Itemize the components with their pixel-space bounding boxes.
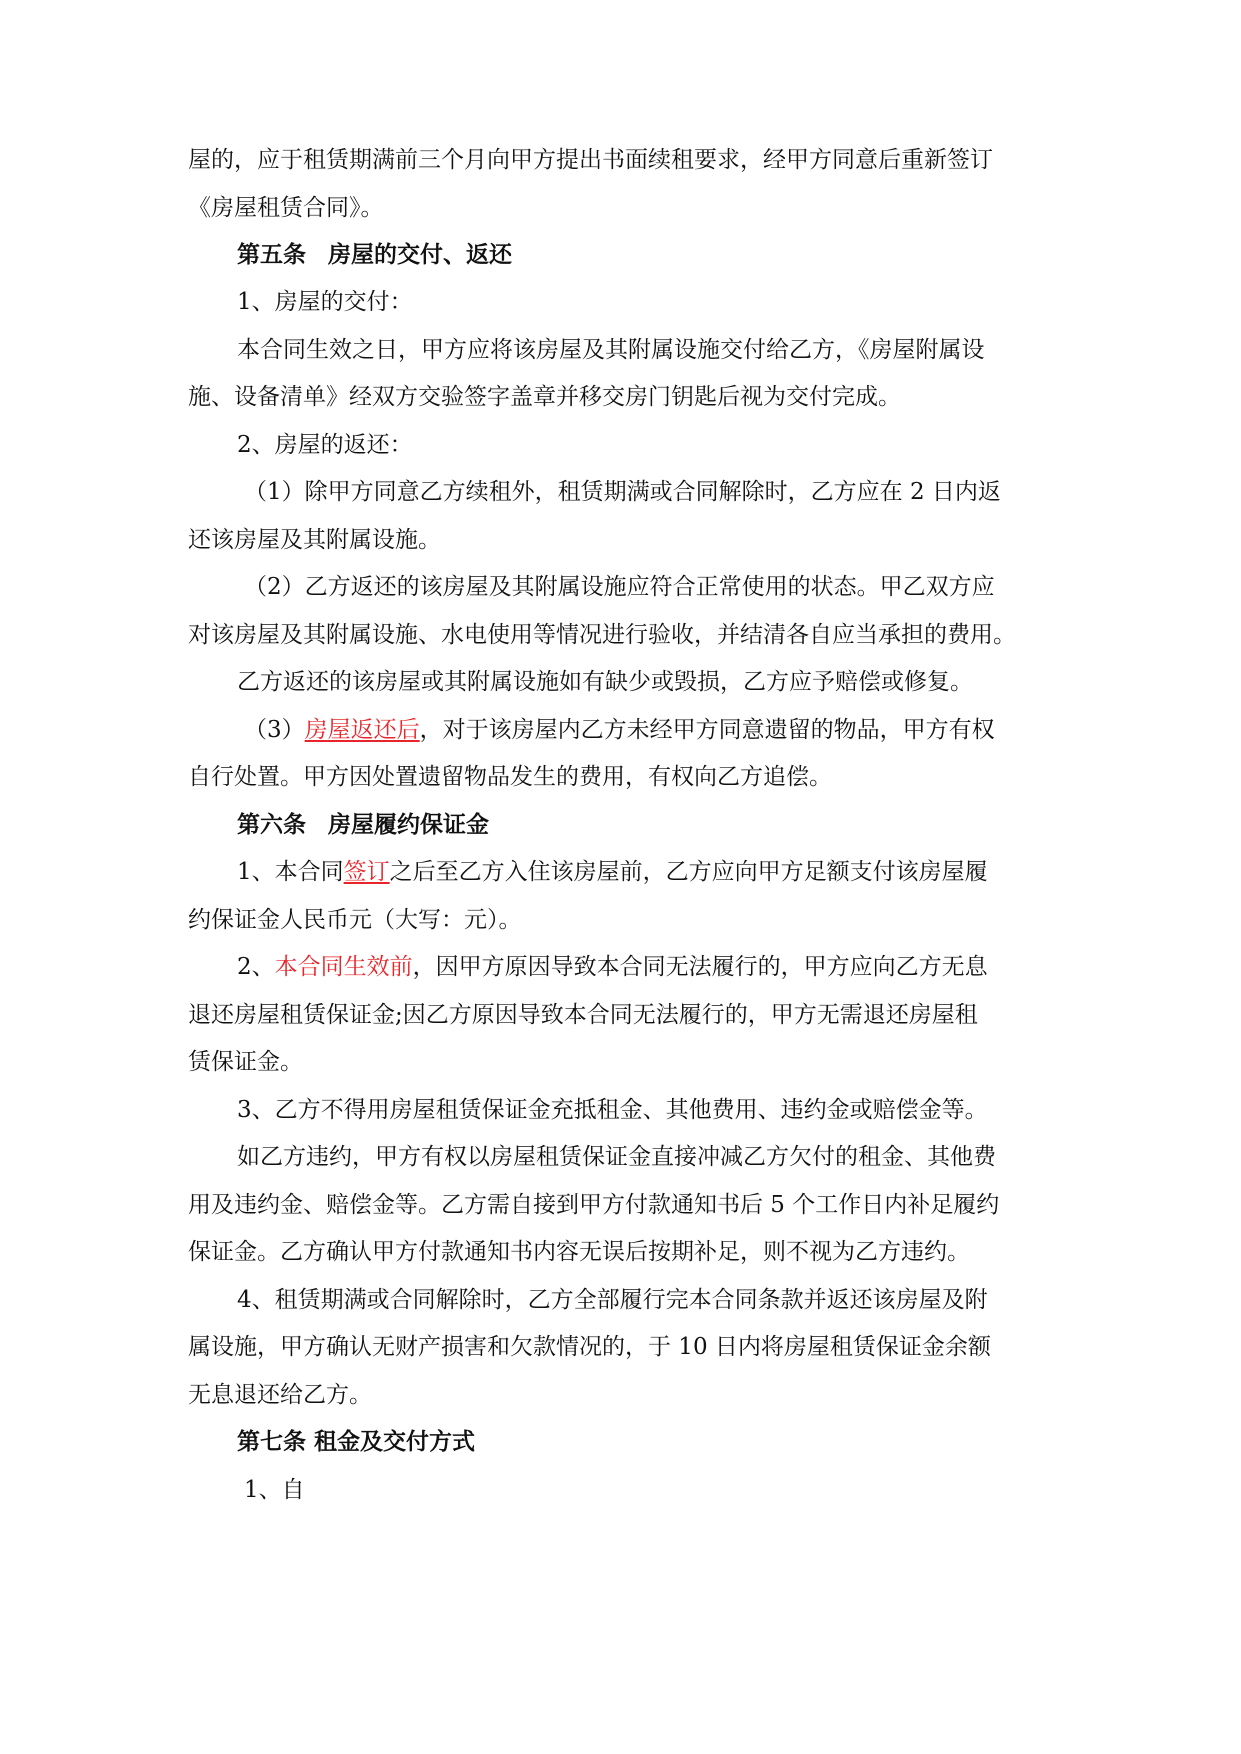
paragraph-line: 乙方返还的该房屋或其附属设施如有缺少或毁损，乙方应予赔偿或修复。 — [237, 669, 973, 695]
paragraph-line: 本合同生效之日，甲方应将该房屋及其附属设施交付给乙方，《房屋附属设 — [237, 337, 985, 363]
paragraph-line — [244, 715, 995, 745]
highlighted-text: 签订 — [343, 859, 390, 885]
article-number: 第五条 — [237, 242, 306, 268]
text-run: ，因甲方原因导致本合同无法履行的，甲方应向乙方无息 — [412, 954, 988, 980]
article-title: 房屋履约保证金 — [328, 812, 489, 838]
article-title: 租金及交付方式 — [314, 1429, 476, 1455]
paragraph-line: 保证金。乙方确认甲方付款通知书内容无误后按期补足，则不视为乙方违约。 — [188, 1239, 970, 1265]
paragraph-line: 屋的，应于租赁期满前三个月向甲方提出书面续租要求，经甲方同意后重新签订 — [188, 147, 993, 173]
article-title: 房屋的交付、返还 — [328, 242, 512, 268]
paragraph-line: 《房屋租赁合同》。 — [188, 195, 384, 221]
article-5-heading — [237, 240, 512, 270]
paragraph-line: （2）乙方返还的该房屋及其附属设施应符合正常使用的状态。甲乙双方应 — [244, 574, 995, 600]
paragraph-line: 对该房屋及其附属设施、水电使用等情况进行验收，并结清各自应当承担的费用。 — [188, 622, 1016, 648]
paragraph-line: 属设施，甲方确认无财产损害和欠款情况的，于 10 日内将房屋租赁保证金余额 — [188, 1334, 991, 1360]
paragraph-line: 自行处置。甲方因处置遗留物品发生的费用，有权向乙方追偿。 — [188, 764, 832, 790]
paragraph-line: 3、乙方不得用房屋租赁保证金充抵租金、其他费用、违约金或赔偿金等。 — [237, 1097, 988, 1123]
text-run: 1、本合同 — [237, 859, 344, 885]
text-run: 之后至乙方入住该房屋前，乙方应向甲方足额支付该房屋履 — [389, 859, 988, 885]
paragraph-line: 无息退还给乙方。 — [188, 1382, 372, 1408]
article-6-heading — [237, 810, 489, 840]
text-run: 2、 — [237, 954, 275, 980]
article-7-heading — [237, 1427, 475, 1457]
article-number: 第七条 — [237, 1429, 306, 1455]
paragraph-line: 1、自 — [244, 1477, 305, 1503]
paragraph-line: 退还房屋租赁保证金;因乙方原因导致本合同无法履行的，甲方无需退还房屋租 — [188, 1002, 978, 1028]
highlighted-text: 房屋返还后 — [304, 717, 420, 743]
paragraph-line: 2、房屋的返还： — [237, 432, 413, 458]
paragraph-line: 4、租赁期满或合同解除时，乙方全部履行完本合同条款并返还该房屋及附 — [237, 1287, 988, 1313]
paragraph-line: 约保证金人民币元（大写：元）。 — [188, 907, 522, 933]
paragraph-line: 如乙方违约，甲方有权以房屋租赁保证金直接冲减乙方欠付的租金、其他费 — [237, 1144, 996, 1170]
paragraph-line: （1）除甲方同意乙方续租外，租赁期满或合同解除时，乙方应在 2 日内返 — [244, 479, 1001, 505]
paragraph-line: 1、房屋的交付： — [237, 289, 413, 315]
paragraph-line: 施、设备清单》经双方交验签字盖章并移交房门钥匙后视为交付完成。 — [188, 384, 901, 410]
highlighted-text: 本合同生效前 — [274, 954, 413, 980]
paragraph-line: 用及违约金、赔偿金等。乙方需自接到甲方付款通知书后 5 个工作日内补足履约 — [188, 1192, 1000, 1218]
paragraph-line — [237, 857, 988, 887]
text-run: （3） — [244, 717, 305, 743]
paragraph-line — [237, 952, 988, 982]
paragraph-line: 还该房屋及其附属设施。 — [188, 527, 441, 553]
article-number: 第六条 — [237, 812, 306, 838]
text-run: ，对于该房屋内乙方未经甲方同意遗留的物品，甲方有权 — [419, 717, 995, 743]
paragraph-line: 赁保证金。 — [188, 1049, 303, 1075]
